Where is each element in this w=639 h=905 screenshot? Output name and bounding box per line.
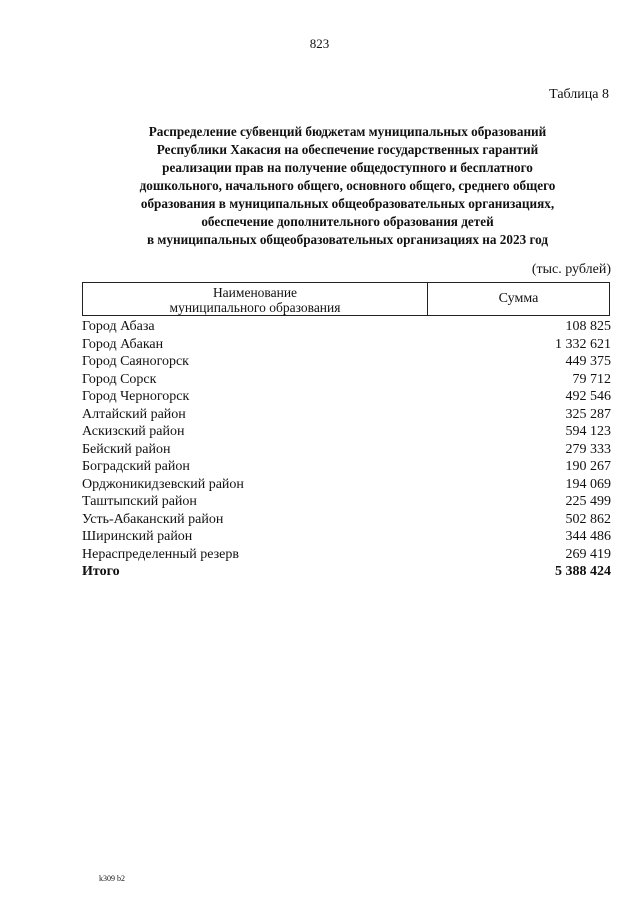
row-value: 594 123 [565,424,611,439]
row-name: Ширинский район [82,529,193,544]
row-value: 502 862 [565,511,611,527]
header-sum-column: Сумма [498,291,539,306]
row-name: Орджоникидзевский район [82,476,244,492]
table-row [82,476,611,494]
header-name-line: Наименование [212,285,298,300]
row-value: 190 267 [565,459,611,474]
footer-code: k309 b2 [99,874,125,883]
document-title [90,123,605,249]
table-label: Таблица 8 [549,87,609,102]
row-value: 108 825 [565,319,611,334]
row-value: 279 333 [565,441,611,457]
table-row [82,441,611,459]
table-row [82,546,611,564]
row-name: Город Абаза [82,319,155,334]
title-line: Распределение субвенций бюджетам муниципальных образований [148,124,547,139]
row-name: Нераспределенный резерв [82,546,239,562]
table-row [82,336,611,354]
title-line: обеспечение дополнительного образования детей [201,214,494,229]
total-label: Итого [82,564,120,579]
table-row [82,406,611,424]
row-value: 225 499 [565,494,611,509]
row-name: Бейский район [82,441,171,457]
row-value: 325 287 [565,406,611,422]
table-row [82,371,611,389]
row-name: Город Сорск [82,371,157,387]
title-line: реализации прав на получение общедоступного и бесплатного [162,160,533,175]
row-value: 79 712 [572,371,611,387]
row-name: Таштыпский район [82,494,197,509]
header-name-line: муниципального образования [169,300,341,315]
table-row [82,458,611,476]
row-name: Усть-Абаканский район [82,511,224,527]
table-row [82,353,611,371]
table-row [82,511,611,529]
table-body [82,318,611,581]
row-name: Город Черногорск [82,389,190,404]
row-value: 449 375 [565,354,611,369]
row-name: Город Абакан [82,336,164,352]
title-line: Республики Хакасия на обеспечение государственных гарантий [156,142,539,157]
table-row [82,388,611,406]
total-row [82,563,611,581]
table-header [82,282,610,316]
row-name: Город Саяногорск [82,354,189,369]
row-value: 344 486 [565,529,611,544]
page-number: 823 [309,36,330,51]
table-row [82,493,611,511]
row-value: 194 069 [565,476,611,492]
table-row [82,318,611,336]
table-row [82,423,611,441]
row-value: 1 332 621 [555,336,611,352]
row-value: 269 419 [565,546,611,562]
title-line: образования в муниципальных общеобразовательных организациях, [140,196,555,211]
row-name: Аскизский район [82,424,185,439]
title-line: дошкольного, начального общего, основного общего, среднего общего [139,178,556,193]
header-name-column [83,283,428,315]
row-name: Алтайский район [82,406,186,422]
row-value: 492 546 [565,389,611,404]
total-value: 5 388 424 [555,564,611,579]
title-line: в муниципальных общеобразовательных организациях на 2023 год [146,232,549,247]
table-row [82,528,611,546]
row-name: Боградский район [82,459,190,474]
units-note: (тыс. рублей) [531,262,611,277]
